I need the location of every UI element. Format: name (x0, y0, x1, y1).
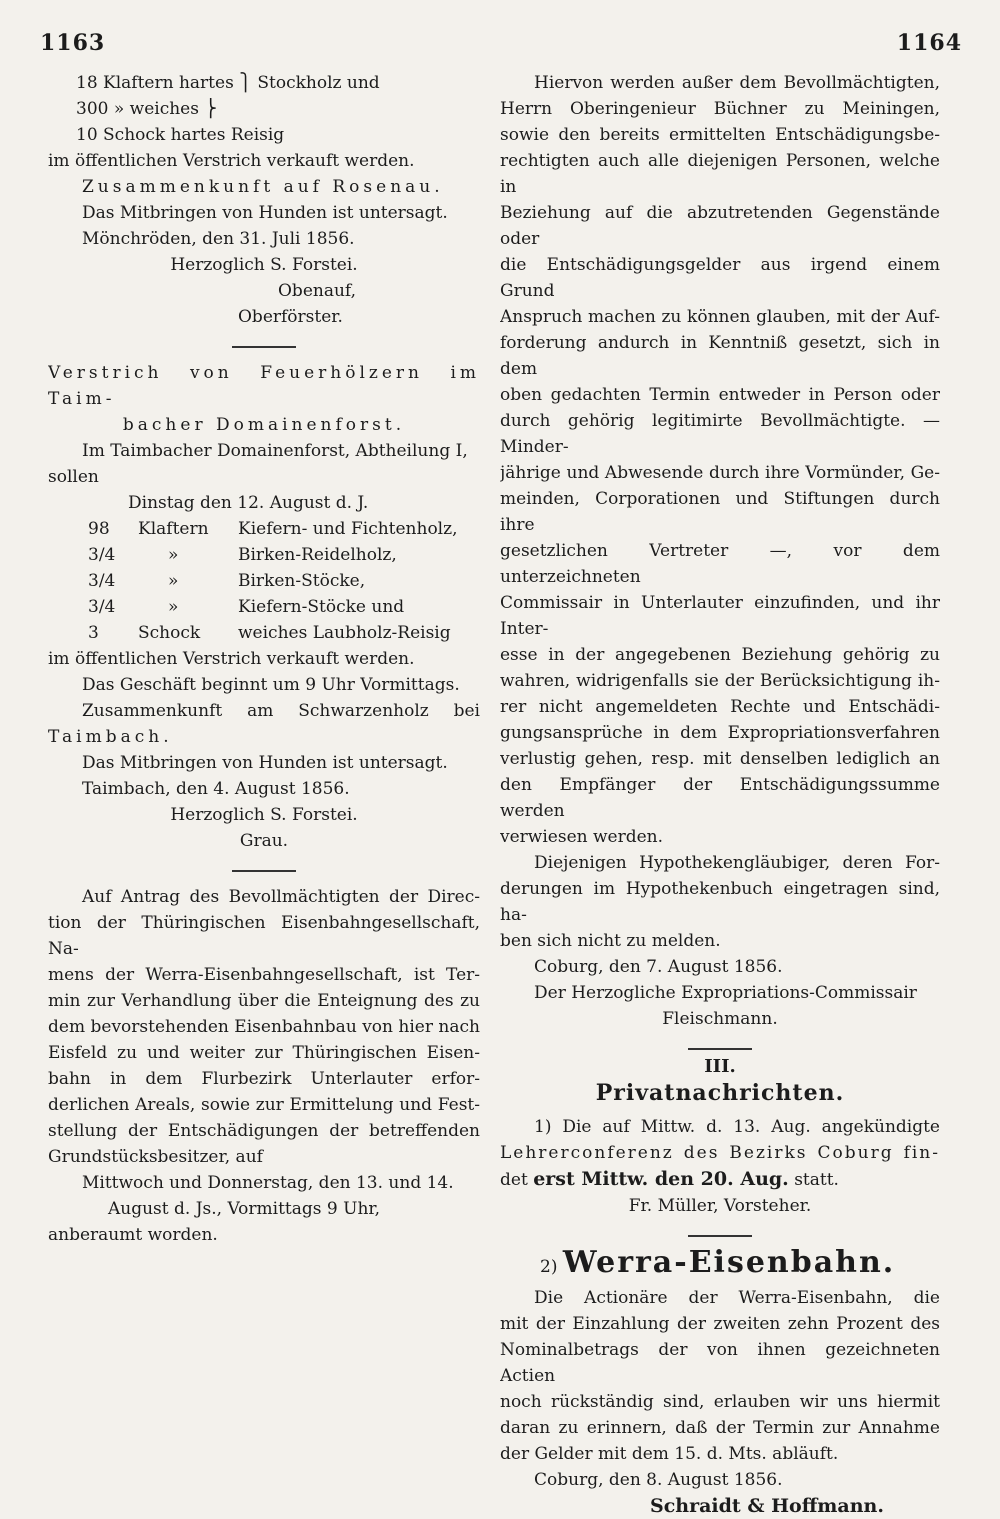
text-line: Nominalbetrags der von ihnen gezeichneten Actien (500, 1340, 940, 1386)
text-line: mens der Werra-Eisenbahngesellschaft, ist Ter- (48, 965, 480, 985)
notice-title: Verstrich von Feuerhölzern im Taim- (48, 363, 480, 409)
wood-list-1 (48, 70, 480, 148)
list-item: 3/4 » Kiefern-Stöcke und (88, 597, 405, 617)
sale-line: im öffentlichen Verstrich verkauft werden. (48, 649, 415, 669)
text-line: meinden, Corporationen und Stiftungen durch ihre (500, 489, 940, 535)
text-line: rer nicht angemeldeten Rechte und Entschädi- (500, 697, 940, 717)
text-line: der Gelder mit dem 15. d. Mts. abläuft. (500, 1444, 839, 1464)
hearing-date: August d. Js., Vormittags 9 Uhr, (108, 1199, 381, 1219)
wood-line: Stockholz und (257, 73, 380, 93)
expropriation-notice (48, 884, 480, 1248)
list-item: 98 Klaftern Kiefern- und Fichtenholz, (88, 519, 458, 539)
text-line: den Empfänger der Entschädigungssumme werden (500, 775, 940, 821)
text-line: sowie den bereits ermittelten Entschädigungsbe- (500, 125, 940, 145)
expropriation-notice-continued (500, 70, 940, 1032)
signer-name: Obenauf, (278, 281, 357, 301)
text-line: oben gedachten Termin entweder in Person oder (500, 385, 940, 405)
page-number-right: 1164 (896, 30, 962, 56)
text-line: jährige und Abwesende durch ihre Vormünder, Ge- (500, 463, 940, 483)
text-line: min zur Verhandlung über die Enteignung des zu (48, 991, 480, 1011)
authority: Der Herzogliche Expropriations-Commissair (534, 983, 917, 1003)
text-line: derungen im Hypothekenbuch eingetragen sind, ha- (500, 879, 940, 925)
sale-date: Dinstag den 12. August d. J. (128, 493, 369, 513)
text-line: Anspruch machen zu können glauben, mit der Auf- (500, 307, 940, 327)
meeting-line: Zusammenkunft am Schwarzenholz bei (82, 701, 480, 721)
text-line: det (500, 1170, 528, 1190)
hearing-date: Mittwoch und Donnerstag, den 13. und 14. (82, 1173, 454, 1193)
text-line: stellung der Entschädigungen der betreffenden (48, 1121, 480, 1141)
text-line: Eisfeld zu und weiter zur Thüringischen Eisen- (48, 1043, 480, 1063)
authority: Herzoglich S. Forstei. (170, 805, 358, 825)
text-line: Commissair in Unterlauter einzufinden, und ihr Inter- (500, 593, 940, 639)
text-line: Grundstücksbesitzer, auf (48, 1147, 263, 1167)
text-line: Die Actionäre der Werra-Eisenbahn, die (534, 1288, 940, 1308)
dogs-line: Das Mitbringen von Hunden ist untersagt. (82, 203, 448, 223)
text-line: verwiesen werden. (500, 827, 664, 847)
divider (500, 1032, 940, 1054)
text-line: derlichen Areals, sowie zur Ermittelung und Fest- (48, 1095, 480, 1115)
text-line: Beziehung auf die abzutretenden Gegenstände oder (500, 203, 940, 249)
wood-list-2 (48, 516, 480, 646)
private-notice-1 (500, 1114, 940, 1219)
new-date: erst Mittw. den 20. Aug. (533, 1168, 789, 1190)
list-item: 3/4 » Birken-Stöcke, (88, 571, 366, 591)
intro-line: Im Taimbacher Domainenforst, Abtheilung I, (82, 441, 468, 461)
text-line: gesetzlichen Vertreter —, vor dem unterzeichneten (500, 541, 940, 587)
text-line: Hiervon werden außer dem Bevollmächtigten, (534, 73, 940, 93)
text-line: Lehrerconferenz des Bezirks Coburg fin- (500, 1143, 940, 1163)
place-date: Coburg, den 7. August 1856. (534, 957, 783, 977)
text-line: ben sich nicht zu melden. (500, 931, 721, 951)
text-line: daran zu erinnern, daß der Termin zur Annahme (500, 1418, 940, 1438)
text-line: forderung andurch in Kenntniß gesetzt, sich in dem (500, 333, 940, 379)
meeting-line: Zusammenkunft auf Rosenau. (82, 177, 444, 197)
text-line: gungsansprüche in dem Expropriationsverfahren (500, 723, 940, 743)
signer-name: Grau. (239, 831, 289, 851)
text-line: tion der Thüringischen Eisenbahngesellschaft, Na- (48, 913, 480, 959)
meeting-line: Taimbach. (48, 727, 173, 747)
start-line: Das Geschäft beginnt um 9 Uhr Vormittags. (82, 675, 460, 695)
text-line: mit der Einzahlung der zweiten zehn Prozent des (500, 1314, 940, 1334)
authority: Herzoglich S. Forstei. (170, 255, 358, 275)
text-line: Herrn Oberingenieur Büchner zu Meiningen, (500, 99, 940, 119)
sale-line: im öffentlichen Verstrich verkauft werden. (48, 151, 415, 171)
private-notice-2 (500, 1241, 940, 1519)
text-line: verlustig gehen, resp. mit denselben lediglich an (500, 749, 940, 769)
notice-title: bacher Domainenforst. (122, 415, 406, 435)
dogs-line: Das Mitbringen von Hunden ist untersagt. (82, 753, 448, 773)
section-title: Privatnachrichten. (595, 1080, 845, 1106)
text-line: die Entschädigungsgelder aus irgend einem Grund (500, 255, 940, 301)
wood-line: 18 Klaftern hartes ⎫ (76, 73, 252, 93)
notice-number: 2) (540, 1257, 558, 1277)
text-line: 1) Die auf Mittw. d. 13. Aug. angekündigte (534, 1117, 940, 1137)
place-date: Mönchröden, den 31. Juli 1856. (82, 229, 355, 249)
wood-line: 300 » weiches ⎬ (76, 99, 218, 119)
list-item: 3 Schock weiches Laubholz-Reisig (88, 623, 451, 643)
text-line: anberaumt worden. (48, 1225, 218, 1245)
signer-name: Fr. Müller, Vorsteher. (628, 1196, 812, 1216)
left-column (48, 70, 480, 1248)
divider (500, 1219, 940, 1241)
section-numeral: III. (704, 1056, 736, 1077)
divider (48, 854, 480, 876)
place-date: Taimbach, den 4. August 1856. (82, 779, 350, 799)
text-line: wahren, widrigenfalls sie der Berücksichtigung ih- (500, 671, 940, 691)
text-line: Auf Antrag des Bevollmächtigten der Direc- (82, 887, 480, 907)
text-line: noch rückständig sind, erlauben wir uns hiermit (500, 1392, 940, 1412)
text-line: durch gehörig legitimirte Bevollmächtigte. — Minder- (500, 411, 940, 457)
text-line: statt. (794, 1170, 839, 1190)
place-date: Coburg, den 8. August 1856. (534, 1470, 783, 1490)
signer-title: Oberförster. (238, 307, 343, 327)
page-number-left: 1163 (40, 30, 106, 56)
text-line: rechtigten auch alle diejenigen Personen, welche in (500, 151, 940, 197)
notice-heading: Werra-Eisenbahn. (562, 1245, 896, 1280)
text-line: esse in der angegebenen Beziehung gehörig zu (500, 645, 940, 665)
wood-line: 10 Schock hartes Reisig (76, 125, 285, 145)
right-column (500, 70, 940, 1519)
text-line: Diejenigen Hypothekengläubiger, deren For- (534, 853, 940, 873)
text-line: dem bevorstehenden Eisenbahnbau von hier nach (48, 1017, 480, 1037)
signer-name: Schraidt & Hoffmann. (650, 1495, 884, 1517)
text-line: bahn in dem Flurbezirk Unterlauter erfor- (48, 1069, 480, 1089)
divider (48, 330, 480, 352)
signer-name: Fleischmann. (662, 1009, 778, 1029)
list-item: 3/4 » Birken-Reidelholz, (88, 545, 397, 565)
intro-line: sollen (48, 467, 99, 487)
